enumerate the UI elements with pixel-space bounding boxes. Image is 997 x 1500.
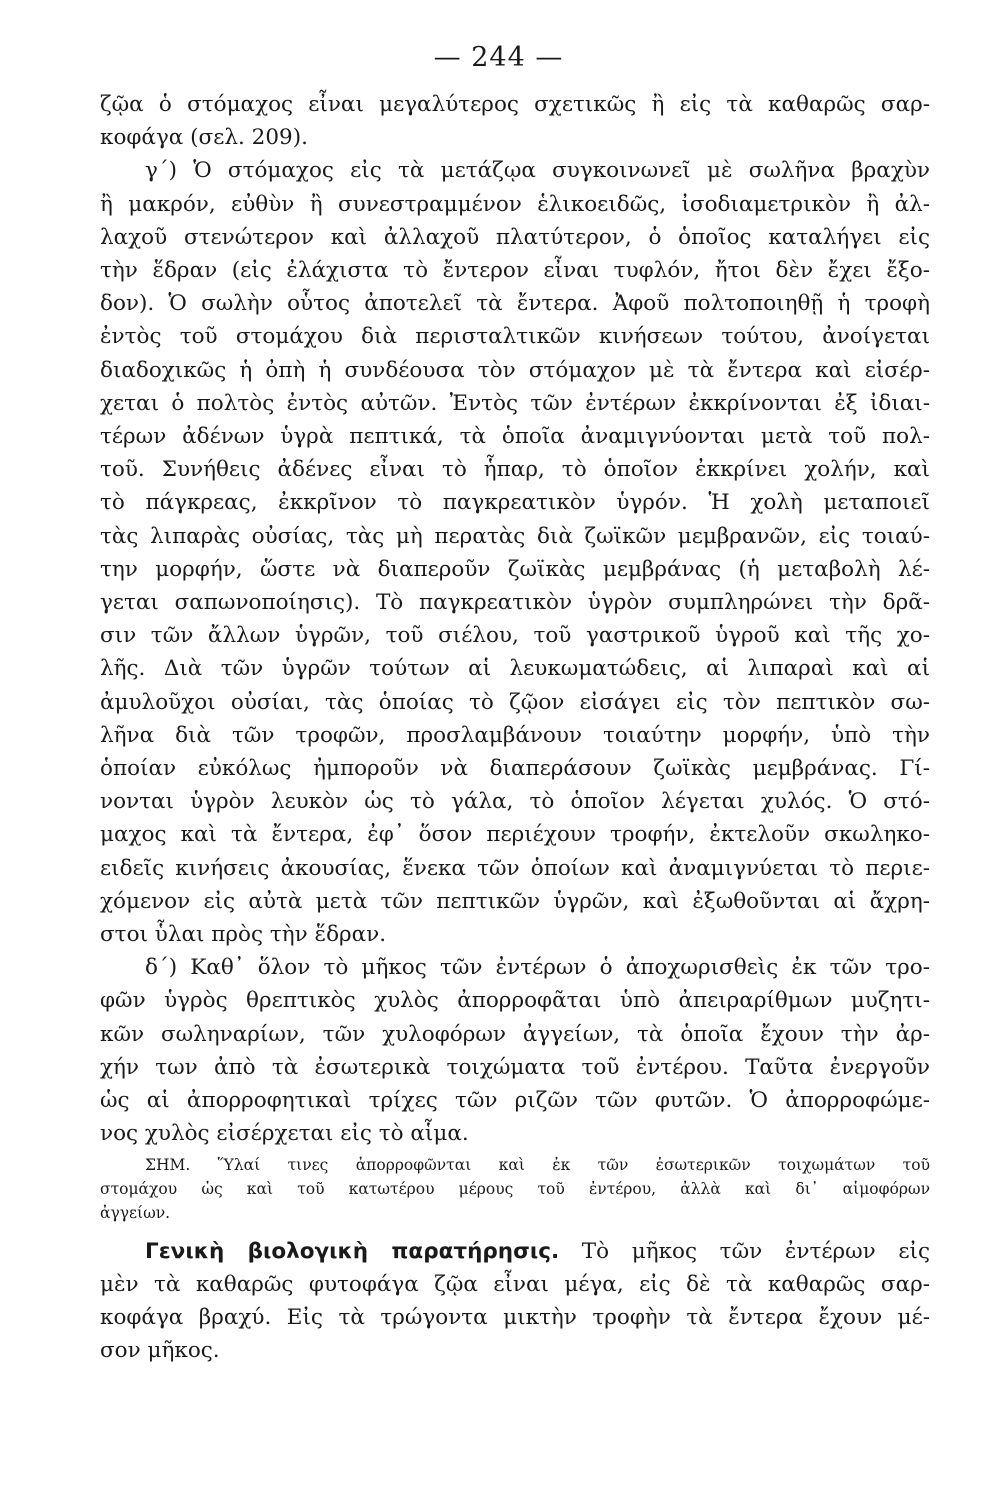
text-line: κοφάγα βραχύ. Εἰς τὰ τρώγοντα μικτὴν τροφὴν τὰ ἔντερα ἔχουν μέ-	[100, 1304, 930, 1330]
text-line: νος χυλὸς εἰσέρχεται εἰς τὸ αἷμα.	[100, 1121, 469, 1147]
text-line: τὸ πάγκρεας, ἐκκρῖνον τὸ παγκρεατικὸν ὑγρόν. Ἡ χολὴ μεταποιεῖ	[100, 490, 930, 516]
text-line: χήν των ἀπὸ τὰ ἐσωτερικὰ τοιχώματα τοῦ ἐντέρου. Ταῦτα ἐνεργοῦν	[100, 1054, 930, 1080]
text-line: σον μῆκος.	[100, 1338, 220, 1364]
text-line: νονται ὑγρὸν λευκὸν ὡς τὸ γάλα, τὸ ὁποῖον λέγεται χυλός. Ὁ στό-	[100, 789, 930, 815]
page-body	[100, 88, 930, 1367]
text-line: χεται ὁ πολτὸς ἐντὸς αὐτῶν. Ἐντὸς τῶν ἐντέρων ἐκκρίνονται ἐξ ἰδιαι-	[100, 390, 930, 416]
text-line: τοῦ. Συνήθεις ἀδένες εἶναι τὸ ἧπαρ, τὸ ὁποῖον ἐκκρίνει χολήν, καὶ	[100, 457, 930, 483]
page-number: — 244 —	[433, 42, 564, 73]
text-line: λῆνα διὰ τῶν τροφῶν, προσλαμβάνουν τοιαύτην μορφήν, ὑπὸ τὴν	[100, 722, 930, 748]
text-line: μὲν τὰ καθαρῶς φυτοφάγα ζῷα εἶναι μέγα, εἰς δὲ τὰ καθαρῶς σαρ-	[100, 1271, 930, 1297]
text-line: διαδοχικῶς ἡ ὀπὴ ἡ συνδέουσα τὸν στόμαχον μὲ τὰ ἔντερα καὶ εἰσέρ-	[100, 357, 930, 383]
text-line: δον). Ὁ σωλὴν οὗτος ἀποτελεῖ τὰ ἔντερα. Ἀφοῦ πολτοποιηθῇ ἡ τροφὴ	[100, 291, 930, 317]
footnote	[100, 1153, 930, 1225]
text-line: ειδεῖς κινήσεις ἀκουσίας, ἕνεκα τῶν ὁποίων καὶ ἀναμιγνύεται τὸ περιε-	[100, 855, 930, 881]
text-line: μαχος καὶ τὰ ἔντερα, ἐφ᾽ ὅσον περιέχουν τροφήν, ἐκτελοῦν σκωληκο-	[100, 822, 930, 848]
text-line: φῶν ὑγρὸς θρεπτικὸς χυλὸς ἀπορροφᾶται ὑπὸ ἀπειραρίθμων μυζητι-	[100, 988, 930, 1014]
text-line: ἐντὸς τοῦ στομάχου διὰ περισταλτικῶν κινήσεων τούτου, ἀνοίγεται	[100, 324, 930, 350]
section-heading: Γενικὴ βιολογικὴ παρατήρησις.	[145, 1238, 560, 1264]
footnote-line: ἀγγείων.	[100, 1203, 171, 1222]
text-line: σιν τῶν ἄλλων ὑγρῶν, τοῦ σιέλου, τοῦ γαστρικοῦ ὑγροῦ καὶ τῆς χο-	[100, 623, 930, 649]
section-first-line	[100, 1235, 930, 1268]
text-line: γ´) Ὁ στόμαχος εἰς τὰ μετάζῳα συγκοινωνεῖ μὲ σωλῆνα βραχὺν	[145, 158, 930, 184]
text-line: τέρων ἀδένων ὑγρὰ πεπτικά, τὰ ὁποῖα ἀναμιγνύονται μετὰ τοῦ πολ-	[100, 424, 930, 450]
section-line: Τὸ μῆκος τῶν ἐντέρων εἰς	[581, 1238, 930, 1264]
text-line: τὰς λιπαρὰς οὐσίας, τὰς μὴ περατὰς διὰ ζωϊκῶν μεμβρανῶν, εἰς τοιαύ-	[100, 523, 930, 549]
text-line: δ´) Καθ᾽ ὅλον τὸ μῆκος τῶν ἐντέρων ὁ ἀποχωρισθεὶς ἐκ τῶν τρο-	[145, 955, 930, 981]
text-line: στοι ὗλαι πρὸς τὴν ἕδραν.	[100, 922, 387, 948]
text-line: την μορφήν, ὥστε νὰ διαπεροῦν ζωϊκὰς μεμβράνας (ἡ μεταβολὴ λέ-	[100, 556, 930, 582]
text-line: ζῷα ὁ στόμαχος εἶναι μεγαλύτερος σχετικῶς ἢ εἰς τὰ καθαρῶς σαρ-	[100, 92, 930, 117]
text-line: κοφάγα (σελ. 209).	[100, 125, 308, 151]
footnote-line: στομάχου ὡς καὶ τοῦ κατωτέρου μέρους τοῦ ἐντέρου, ἀλλὰ καὶ δι᾽ αἱμοφόρων	[100, 1179, 930, 1198]
text-line: ἀμυλοῦχοι οὐσίαι, τὰς ὁποίας τὸ ζῷον εἰσάγει εἰς τὸν πεπτικὸν σω-	[100, 689, 930, 715]
text-line: ὁποίαν εὐκόλως ἠμποροῦν νὰ διαπεράσουν ζωϊκὰς μεμβράνας. Γί-	[100, 756, 930, 782]
text-line: ὡς αἱ ἀπορροφητικαὶ τρίχες τῶν ριζῶν τῶν φυτῶν. Ὁ ἀπορροφώμε-	[100, 1088, 930, 1114]
text-line: χόμενον εἰς αὐτὰ μετὰ τῶν πεπτικῶν ὑγρῶν, καὶ ἐξωθοῦνται αἱ ἄχρη-	[100, 888, 930, 914]
text-line: λαχοῦ στενώτερον καὶ ἀλλαχοῦ πλατύτερον, ὁ ὁποῖος καταλήγει εἰς	[100, 224, 930, 250]
text-line: κῶν σωληναρίων, τῶν χυλοφόρων ἀγγείων, τὰ ὁποῖα ἔχουν τὴν ἀρ-	[100, 1021, 930, 1047]
text-line: λῆς. Διὰ τῶν ὑγρῶν τούτων αἱ λευκωματώδεις, αἱ λιπαραὶ καὶ αἱ	[100, 656, 930, 682]
text-line: ἢ μακρόν, εὐθὺν ἢ συνεστραμμένον ἑλικοειδῶς, ἰσοδιαμετρικὸν ἢ ἀλ-	[100, 191, 930, 217]
text-line: τὴν ἕδραν (εἰς ἐλάχιστα τὸ ἔντερον εἶναι τυφλόν, ἤτοι δὲν ἔχει ἔξο-	[100, 258, 930, 284]
footnote-line: ΣΗΜ. Ὕλαί τινες ἀπορροφῶνται καὶ ἐκ τῶν ἐσωτερικῶν τοιχωμάτων τοῦ	[145, 1155, 930, 1174]
text-line: γεται σαπωνοποίησις). Τὸ παγκρεατικὸν ὑγρὸν συμπληρώνει τὴν δρᾶ-	[100, 590, 930, 616]
